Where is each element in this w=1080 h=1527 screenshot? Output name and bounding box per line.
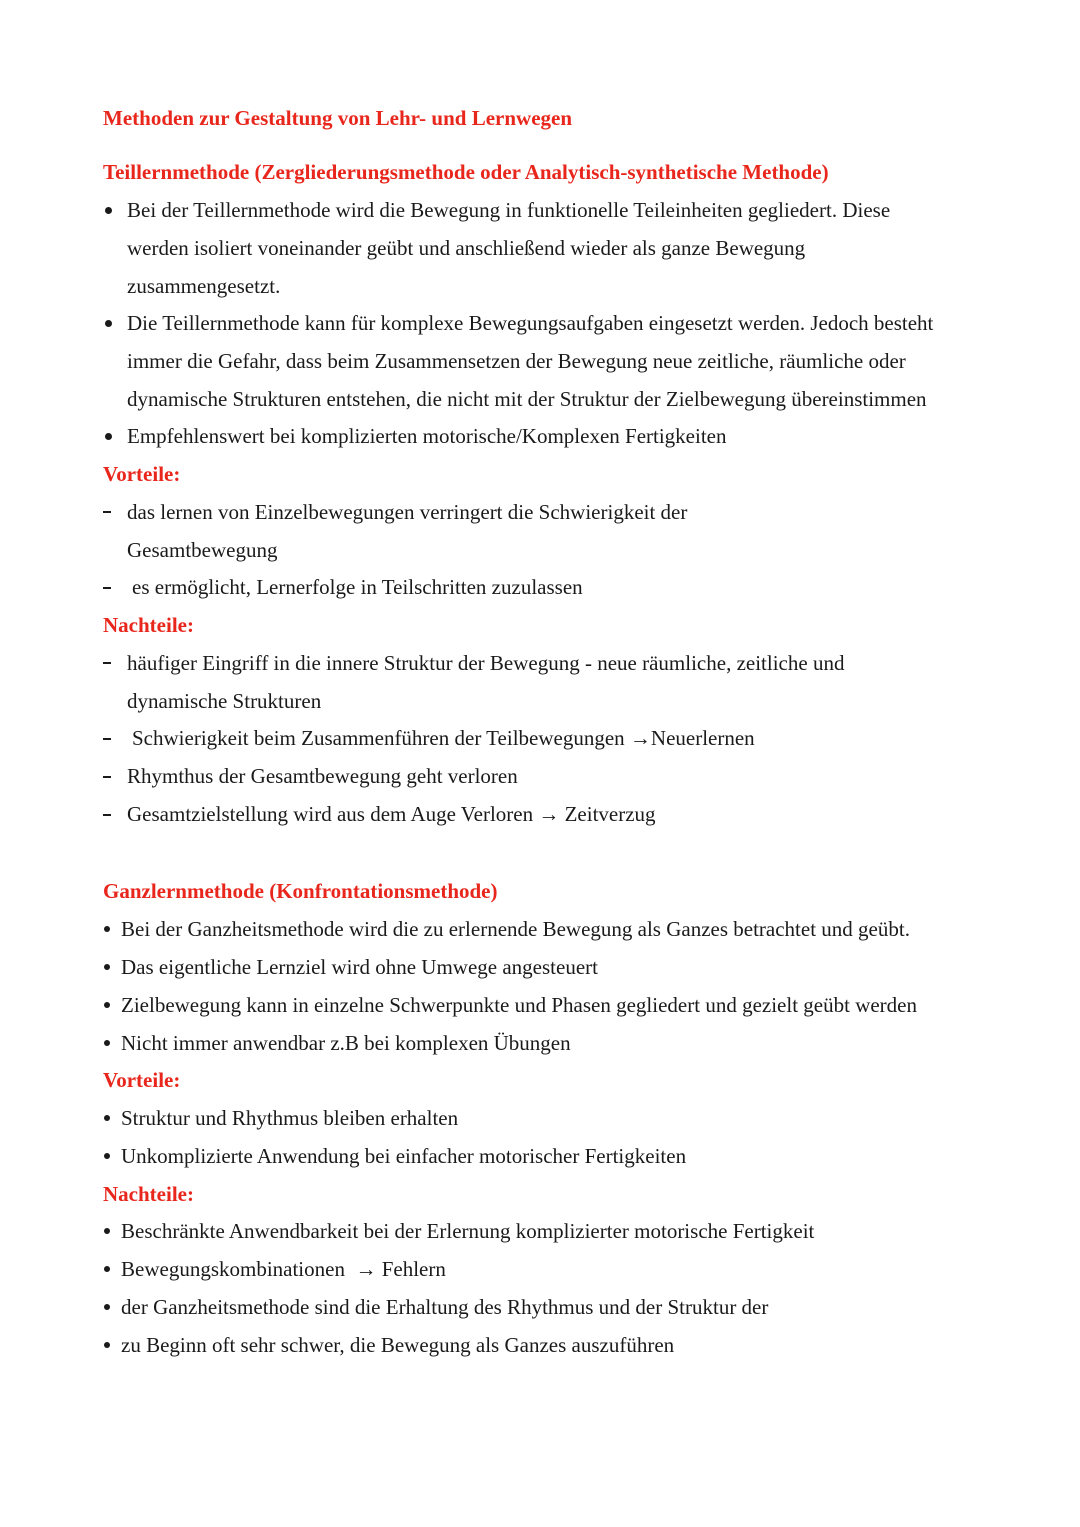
ganz-nachteil-3: der Ganzheitsmethode sind die Erhaltung des Rhythmus und der Struktur der bbox=[121, 1295, 769, 1319]
teil-point-1-line-2: werden isoliert voneinander geübt und anschließend wieder als ganze Bewegung bbox=[127, 236, 806, 260]
teil-point-2-line-1: Die Teillernmethode kann für komplexe Bewegungsaufgaben eingesetzt werden. Jedoch besteht bbox=[127, 311, 934, 335]
bullet-icon bbox=[104, 1115, 110, 1121]
teil-point-1-line-3: zusammengesetzt. bbox=[127, 274, 281, 298]
ganz-vorteil-1: Struktur und Rhythmus bleiben erhalten bbox=[121, 1106, 459, 1130]
bullet-icon bbox=[104, 1002, 110, 1008]
bullet-icon bbox=[104, 1153, 110, 1159]
teil-point-2-line-2: immer die Gefahr, dass beim Zusammensetzen der Bewegung neue zeitliche, räumliche oder bbox=[127, 349, 906, 373]
ganz-nachteil-1: Beschränkte Anwendbarkeit bei der Erlernung komplizierter motorische Fertigkeit bbox=[121, 1219, 815, 1243]
teil-vorteil-2-line-1: es ermöglicht, Lernerfolge in Teilschritten zuzulassen bbox=[132, 575, 583, 599]
ganz-point-2: Das eigentliche Lernziel wird ohne Umwege angesteuert bbox=[121, 955, 598, 979]
ganz-nachteile-label: Nachteile: bbox=[103, 1182, 194, 1206]
bullet-icon bbox=[104, 926, 110, 932]
teil-nachteile-label: Nachteile: bbox=[103, 613, 194, 637]
teil-heading: Teillernmethode (Zergliederungsmethode oder Analytisch-synthetische Methode) bbox=[103, 160, 829, 184]
dash-icon bbox=[103, 511, 111, 513]
teil-nachteil-2-line-1: Schwierigkeit beim Zusammenführen der Teilbewegungen →Neuerlernen bbox=[132, 726, 755, 750]
bullet-icon bbox=[105, 433, 112, 440]
bullet-icon bbox=[104, 1342, 110, 1348]
ganz-point-4: Nicht immer anwendbar z.B bei komplexen Übungen bbox=[121, 1031, 571, 1055]
bullet-icon bbox=[105, 207, 112, 214]
bullet-icon bbox=[104, 1040, 110, 1046]
bullet-icon bbox=[104, 964, 110, 970]
teil-point-1-line-1: Bei der Teillernmethode wird die Bewegung in funktionelle Teileinheiten gegliedert. Diese bbox=[127, 198, 891, 222]
ganz-nachteil-2: Bewegungskombinationen → Fehlern bbox=[121, 1257, 446, 1281]
teil-nachteil-4-line-1: Gesamtzielstellung wird aus dem Auge Verloren → Zeitverzug bbox=[127, 802, 656, 826]
teil-point-2-line-3: dynamische Strukturen entstehen, die nicht mit der Struktur der Zielbewegung übereinstimmen bbox=[127, 387, 927, 411]
document-title: Methoden zur Gestaltung von Lehr- und Lernwegen bbox=[103, 106, 573, 130]
bullet-icon bbox=[104, 1266, 110, 1272]
ganz-nachteil-4: zu Beginn oft sehr schwer, die Bewegung als Ganzes auszuführen bbox=[121, 1333, 675, 1357]
teil-point-3-line-1: Empfehlenswert bei komplizierten motorische/Komplexen Fertigkeiten bbox=[127, 424, 727, 448]
dash-icon bbox=[103, 662, 111, 664]
ganz-vorteil-2: Unkomplizierte Anwendung bei einfacher motorischer Fertigkeiten bbox=[121, 1144, 687, 1168]
bullet-icon bbox=[104, 1228, 110, 1234]
teil-vorteile-label: Vorteile: bbox=[103, 462, 181, 486]
ganz-heading: Ganzlernmethode (Konfrontationsmethode) bbox=[103, 879, 498, 903]
dash-icon bbox=[103, 738, 111, 740]
ganz-point-3: Zielbewegung kann in einzelne Schwerpunkte und Phasen gegliedert und gezielt geübt werden bbox=[121, 993, 917, 1017]
dash-icon bbox=[103, 814, 111, 816]
bullet-icon bbox=[104, 1304, 110, 1310]
teil-vorteil-1-line-2: Gesamtbewegung bbox=[127, 538, 278, 562]
teil-nachteil-3-line-1: Rhymthus der Gesamtbewegung geht verloren bbox=[127, 764, 518, 788]
ganz-point-1: Bei der Ganzheitsmethode wird die zu erlernende Bewegung als Ganzes betrachtet und geübt. bbox=[121, 917, 910, 941]
teil-nachteil-1-line-2: dynamische Strukturen bbox=[127, 689, 322, 713]
dash-icon bbox=[103, 587, 111, 589]
ganz-vorteile-label: Vorteile: bbox=[103, 1068, 181, 1092]
dash-icon bbox=[103, 776, 111, 778]
teil-vorteil-1-line-1: das lernen von Einzelbewegungen verringert die Schwierigkeit der bbox=[127, 500, 688, 524]
bullet-icon bbox=[105, 320, 112, 327]
teil-nachteil-1-line-1: häufiger Eingriff in die innere Struktur der Bewegung - neue räumliche, zeitliche und bbox=[127, 651, 845, 675]
